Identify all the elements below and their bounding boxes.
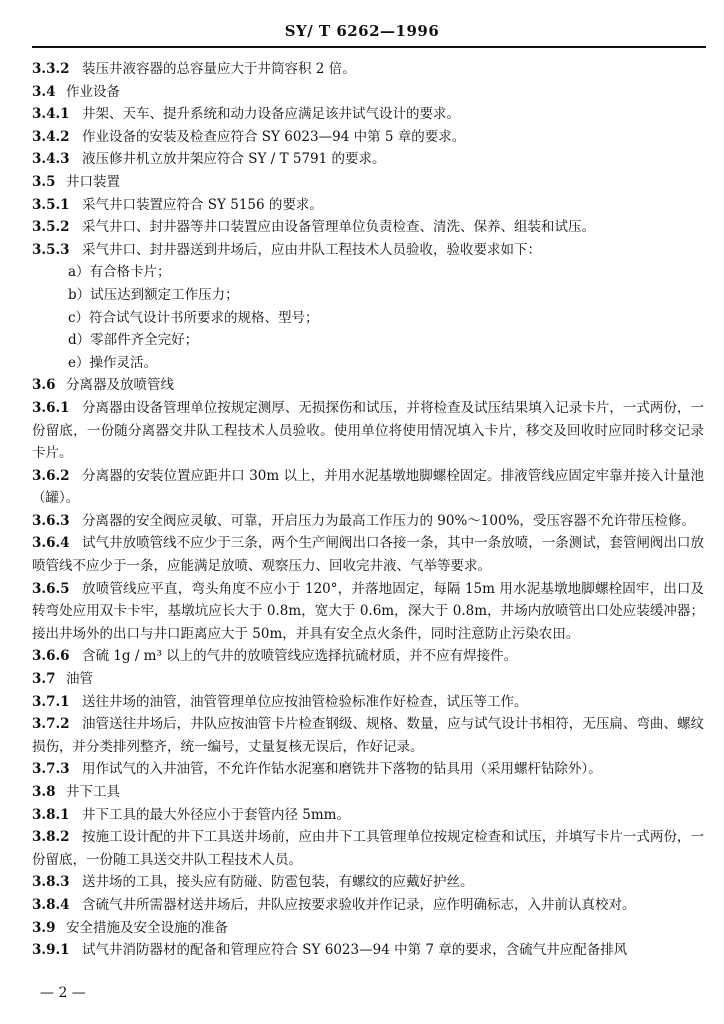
clause-number: 3.6.5 <box>32 580 70 597</box>
page-number: — 2 — <box>40 985 86 1001</box>
clause-text: 送井场的工具，接头应有防碰、防雹包装，有螺纹的应戴好护丝。 <box>82 874 474 891</box>
clause-text: 井下工具 <box>66 784 120 800</box>
clause-number: 3.6 <box>32 377 56 394</box>
clause-number: 3.5 <box>32 173 56 190</box>
clause <box>32 126 704 149</box>
section-heading <box>32 81 704 104</box>
clause-number: 3.6.4 <box>32 535 70 552</box>
clause-text: 送往井场的油管，油管管理单位应按油管检验标准作好检查，试压等工作。 <box>82 693 528 710</box>
list-item <box>32 261 704 284</box>
clause-number: 3.8.1 <box>32 806 70 823</box>
section-heading <box>32 781 704 804</box>
clause-text: 试气井放喷管线不应少于三条，两个生产闸阀出口各接一条，其中一条放喷，一条测试，套管闸阀出口放喷管线不应少于一条，应能满足放喷、观察压力、回收完井液、气举等要求。 <box>32 535 704 575</box>
clause <box>32 465 704 510</box>
clause-number: 3.7.3 <box>32 761 70 778</box>
clause-number: 3.4.1 <box>32 106 70 123</box>
clause-number: 3.5.3 <box>32 241 70 258</box>
clause-text: 分离器的安全阀应灵敏、可靠，开启压力为最高工作压力的 90%～100%，受压容器不允许带压检修。 <box>82 512 695 529</box>
clause <box>32 713 704 758</box>
page-header: SY/ T 6262—1996 <box>284 22 440 40</box>
clause-number: 3.6.3 <box>32 512 70 529</box>
clause-text: 放喷管线应平直，弯头角度不应小于 120°，并落地固定，每隔 15m 用水泥基墩地脚螺栓固牢，出口及转弯处应用双卡卡牢，基墩坑应长大于 0.8m，宽大于 0.6m，深大于 0.8m，井场内放喷管出口处应装缓冲器；接出井场外的出口与井口距离应大于 50m，并具有安全点火条件，同时注意防止污染农田。 <box>32 580 704 642</box>
clause-number: 3.8.2 <box>32 829 70 846</box>
clause-text: 采气井口、封井器送到井场后，应由井队工程技术人员验收，验收要求如下： <box>82 241 541 258</box>
clause-number: 3.3.2 <box>32 61 70 77</box>
clause-text: d）零部件齐全完好； <box>68 332 199 349</box>
clause <box>32 758 704 781</box>
list-item <box>32 284 704 307</box>
clause-text: 分离器及放喷管线 <box>66 377 174 394</box>
clause-number: 3.7.1 <box>32 693 70 710</box>
clause-number: 3.9 <box>32 919 56 936</box>
clause-number: 3.6.6 <box>32 648 70 665</box>
clause-number: 3.6.2 <box>32 467 70 484</box>
clause-text: 油管 <box>66 671 93 688</box>
clause-text: e）操作灵活。 <box>68 354 157 371</box>
clause-number: 3.4 <box>32 83 56 100</box>
clause <box>32 894 704 917</box>
list-item <box>32 329 704 352</box>
section-heading <box>32 374 704 397</box>
clause-number: 3.4.3 <box>32 151 70 168</box>
clause-number: 3.4.2 <box>32 128 70 145</box>
clause-text: 装压井液容器的总容量应大于井筒容积 2 倍。 <box>82 61 356 77</box>
list-item <box>32 352 704 375</box>
section-heading <box>32 917 704 940</box>
clause-text: 采气井口装置应符合 SY 5156 的要求。 <box>82 196 323 213</box>
clause-number: 3.9.1 <box>32 942 70 959</box>
clause-text: 分离器的安装位置应距井口 30m 以上，并用水泥基墩地脚螺栓固定。排液管线应固定牢靠并接入计量池（罐）。 <box>32 467 704 507</box>
clause <box>32 510 704 533</box>
clause-text: 井架、天车、提升系统和动力设备应满足该井试气设计的要求。 <box>82 106 460 123</box>
clause-text: c）符合试气设计书所要求的规格、型号； <box>68 309 319 326</box>
clause-text: 安全措施及安全设施的准备 <box>66 919 228 936</box>
clause <box>32 532 704 577</box>
clause-text: 用作试气的入井油管，不允许作钻水泥塞和磨铣井下落物的钻具用（采用螺杆钻除外）。 <box>82 761 602 778</box>
clause-text: 含硫 1g / m³ 以上的气井的放喷管线应选择抗硫材质，并不应有焊接件。 <box>82 648 518 665</box>
clause-text: 作业设备的安装及检查应符合 SY 6023—94 中第 5 章的要求。 <box>82 128 466 145</box>
clause-text: a）有合格卡片； <box>68 264 171 281</box>
section-heading <box>32 668 704 691</box>
clause <box>32 939 704 962</box>
clause <box>32 58 704 81</box>
clause-number: 3.8 <box>32 784 56 800</box>
clause <box>32 216 704 239</box>
clause-text: 油管送往井场后，井队应按油管卡片检查钢级、规格、数量，应与试气设计书相符，无压扁、弯曲、螺纹损伤，并分类排列整齐，统一编号，丈量复核无误后，作好记录。 <box>32 716 704 755</box>
clause-text: b）试压达到额定工作压力； <box>68 286 239 303</box>
clause-text: 按施工设计配的井下工具送井场前，应由井下工具管理单位按规定检查和试压，并填写卡片一式两份，一份留底，一份随工具送交井队工程技术人员。 <box>32 829 704 868</box>
clause <box>32 871 704 894</box>
clause <box>32 826 704 871</box>
clause <box>32 397 704 465</box>
clause-number: 3.8.3 <box>32 874 70 891</box>
clause <box>32 239 704 262</box>
clause <box>32 148 704 171</box>
section-heading <box>32 171 704 194</box>
clause-text: 井下工具的最大外径应小于套管内径 5mm。 <box>82 806 350 823</box>
clause <box>32 804 704 827</box>
clause-text: 含硫气井所需器材送井场后，井队应按要求验收并作记录，应作明确标志，入井前认真校对。 <box>82 896 636 913</box>
clause-number: 3.7 <box>32 671 56 688</box>
clause-number: 3.6.1 <box>32 399 70 416</box>
clause <box>32 645 704 668</box>
clause-number: 3.8.4 <box>32 896 70 913</box>
header-rule <box>32 46 706 48</box>
clause-text: 作业设备 <box>66 83 120 100</box>
clause <box>32 578 704 646</box>
clause-text: 分离器由设备管理单位按规定测厚、无损探伤和试压，并将检查及试压结果填入记录卡片，一式两份，一份留底，一份随分离器交井队工程技术人员验收。使用单位将使用情况填入卡片，移交及回收时应同时移交记录卡片。 <box>32 399 704 462</box>
clause-text: 采气井口、封井器等井口装置应由设备管理单位负责检查、清洗、保养、组装和试压。 <box>82 219 595 236</box>
clause <box>32 194 704 217</box>
clause <box>32 691 704 714</box>
clause-text: 试气井消防器材的配备和管理应符合 SY 6023—94 中第 7 章的要求，含硫气井应配备排风 <box>82 942 628 959</box>
list-item <box>32 307 704 330</box>
clause-number: 3.7.2 <box>32 716 70 733</box>
clause-number: 3.5.1 <box>32 196 70 213</box>
clause <box>32 103 704 126</box>
clause-number: 3.5.2 <box>32 219 70 236</box>
clause-text: 井口装置 <box>66 173 120 190</box>
clause-text: 液压修井机立放井架应符合 SY / T 5791 的要求。 <box>82 151 386 168</box>
document-body <box>32 58 704 962</box>
